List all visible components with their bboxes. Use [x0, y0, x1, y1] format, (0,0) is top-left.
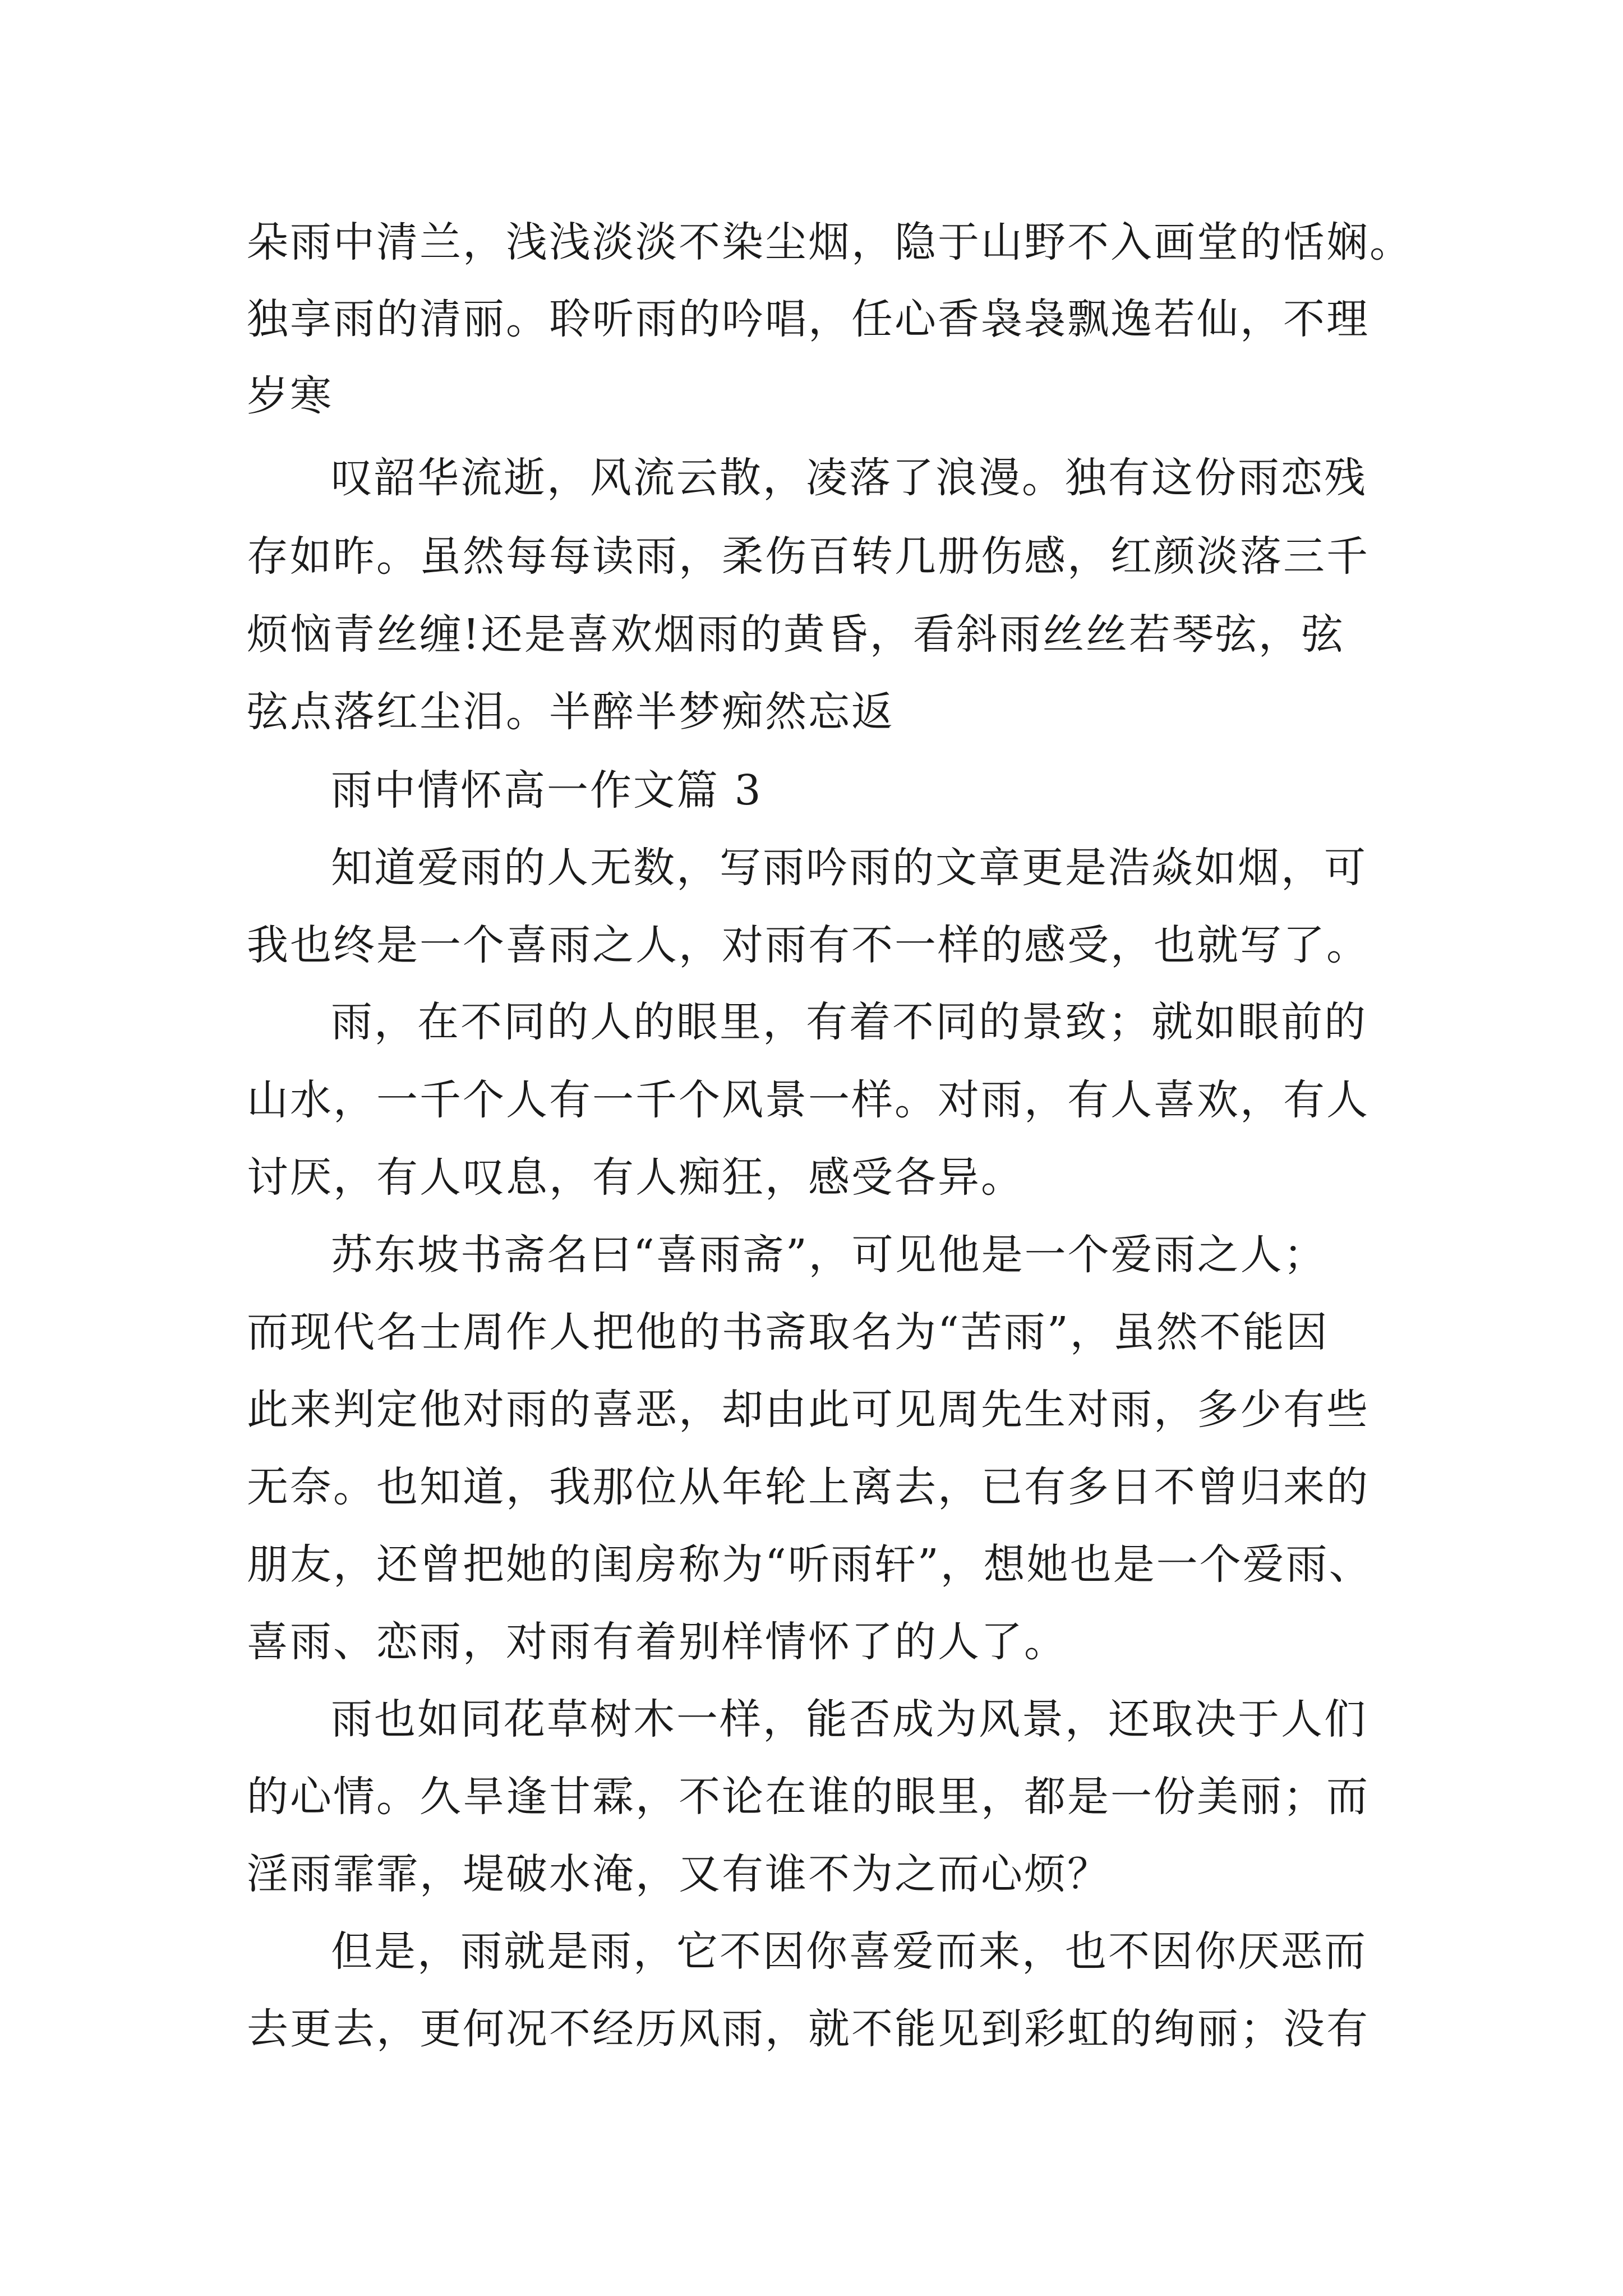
text-line: 朋友，还曾把她的闺房称为“听雨轩”，想她也是一个爱雨、 — [247, 1540, 1372, 1589]
text-line: 此来判定他对雨的喜恶，却由此可见周先生对雨，多少有些 — [247, 1386, 1370, 1434]
text-line: 讨厌，有人叹息，有人痴狂，感受各异。 — [247, 1153, 1024, 1202]
text-line: 烦恼青丝缠!还是喜欢烟雨的黄昏，看斜雨丝丝若琴弦，弦 — [247, 610, 1345, 659]
text-line: 而现代名士周作人把他的书斋取名为“苦雨”，虽然不能因 — [247, 1308, 1329, 1356]
text-line: 苏东坡书斋名曰“喜雨斋”，可见他是一个爱雨之人； — [331, 1231, 1327, 1279]
text-line: 朵雨中清兰，浅浅淡淡不染尘烟，隐于山野不入画堂的恬娴。 — [247, 218, 1413, 266]
text-line: 喜雨、恋雨，对雨有着别样情怀了的人了。 — [247, 1618, 1067, 1666]
text-line: 我也终是一个喜雨之人，对雨有不一样的感受，也就写了。 — [247, 921, 1370, 969]
text-line: 雨，在不同的人的眼里，有着不同的景致；就如眼前的 — [331, 998, 1367, 1046]
text-line: 山水，一千个人有一千个风景一样。对雨，有人喜欢，有人 — [247, 1076, 1370, 1124]
text-line: 但是，雨就是雨，它不因你喜爱而来，也不因你厌恶而 — [331, 1927, 1367, 1976]
section-heading: 雨中情怀高一作文篇 3 — [331, 766, 763, 815]
text-line: 独享雨的清丽。聆听雨的吟唱，任心香袅袅飘逸若仙，不理 — [247, 295, 1370, 343]
text-line: 存如昨。虽然每每读雨，柔伤百转几册伤感，红颜淡落三千 — [247, 532, 1370, 581]
text-line: 弦点落红尘泪。半醉半梦痴然忘返 — [247, 688, 895, 736]
text-line: 的心情。久旱逢甘霖，不论在谁的眼里，都是一份美丽；而 — [247, 1773, 1370, 1821]
text-line: 知道爱雨的人无数，写雨吟雨的文章更是浩焱如烟，可 — [331, 844, 1367, 892]
text-line: 去更去，更何况不经历风雨，就不能见到彩虹的绚丽；没有 — [247, 2005, 1370, 2053]
text-line: 叹韶华流逝，风流云散，凌落了浪漫。独有这份雨恋残 — [331, 454, 1367, 502]
text-line: 岁寒 — [247, 372, 333, 420]
text-line: 无奈。也知道，我那位从年轮上离去，已有多日不曾归来的 — [247, 1463, 1370, 1511]
text-line: 雨也如同花草树木一样，能否成为风景，还取决于人们 — [331, 1695, 1367, 1743]
text-line: 淫雨霏霏，堤破水淹，又有谁不为之而心烦？ — [247, 1850, 1110, 1898]
